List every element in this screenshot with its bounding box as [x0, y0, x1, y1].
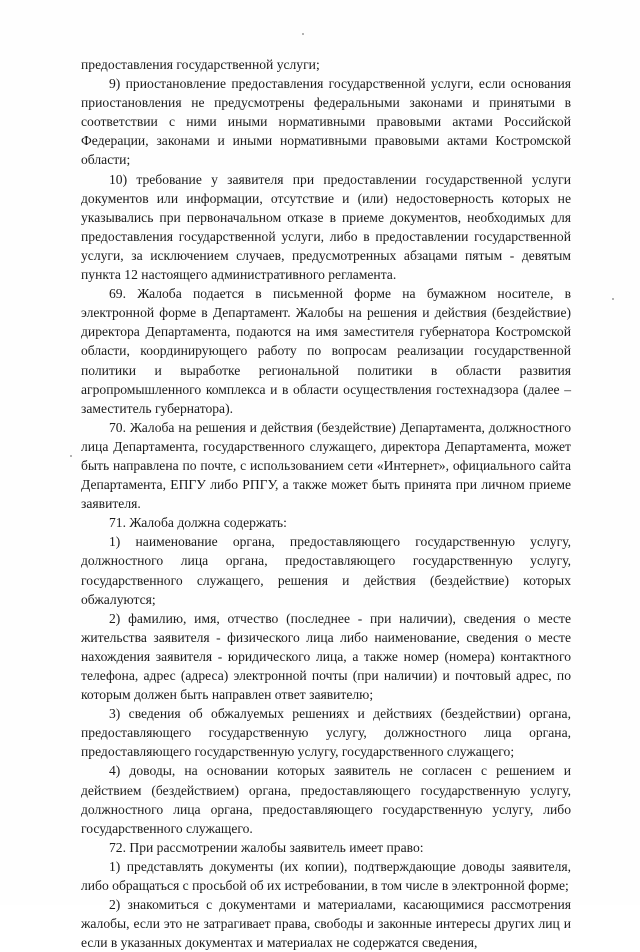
- paragraph: 72. При рассмотрении жалобы заявитель имеет право:: [109, 839, 424, 855]
- paragraph: 10) требование у заявителя при предоставлении государственной услуги документов или информации, отсутствие и (или) недостоверность которых не указывались при первоначальном отказе в приеме документов, необходимых для предоставления государственной услуги, либо в предоставлении государственной услуги, за исключением случаев, предусмотренных абзацами пятым - девятым пункта 12 настоящего административного регламента.: [81, 171, 571, 283]
- paragraph: 1) представлять документы (их копии), подтверждающие доводы заявителя, либо обращаться с просьбой об их истребовании, в том числе в электронной форме;: [81, 858, 571, 894]
- scan-speck: [70, 455, 72, 457]
- paragraph: предоставления государственной услуги;: [81, 57, 320, 72]
- paragraph: 69. Жалоба подается в письменной форме на бумажном носителе, в электронной форме в Департамент. Жалобы на решения и действия (бездействие) директора Департамента, подаются на имя заместителя губернатора Костромской области, координирующего работу по вопросам реализации государственной политики и выработке региональной политики в области развития агропромышленного комплекса и в области осуществления гостехнадзора (далее – заместитель губернатора).: [81, 286, 571, 416]
- paragraph: 3) сведения об обжалуемых решениях и действиях (бездействии) органа, предоставляющего государственную услугу, должностного лица органа, предоставляющего государственную услугу, государственного служащего;: [81, 706, 571, 760]
- paragraph: 70. Жалоба на решения и действия (бездействие) Департамента, должностного лица Департамента, государственного служащего, директора Департамента, может быть направлена по почте, с использованием сети «Интернет», официального сайта Департамента, ЕПГУ либо РПГУ, а также может быть принята при личном приеме заявителя.: [81, 419, 571, 512]
- paragraph: 71. Жалоба должна содержать:: [109, 515, 287, 531]
- paragraph: 2) знакомиться с документами и материалами, касающимися рассмотрения жалобы, если это не затрагивает права, свободы и законные интересы других лиц и если в указанных документах и материалах не содержатся сведения,: [81, 897, 571, 951]
- paragraph: 4) доводы, на основании которых заявитель не согласен с решением и действием (бездействием) органа, предоставляющего государственную услугу, должностного лица органа, предоставляющего государственную услугу, либо государственного служащего.: [81, 763, 571, 836]
- scan-speck: [302, 33, 304, 35]
- scan-speck: [612, 298, 614, 300]
- paragraph: 2) фамилию, имя, отчество (последнее - при наличии), сведения о месте жительства заявителя - физического лица либо наименование, сведения о месте нахождения заявителя - юридического лица, а также номер (номера) контактного телефона, адрес (адреса) электронной почты (при наличии) и почтовый адрес, по которым должен быть направлен ответ заявителю;: [81, 610, 571, 703]
- paragraph: 1) наименование органа, предоставляющего государственную услугу, должностного лица органа, предоставляющего государственную услугу, государственного служащего, решения и действия (бездействие) которых обжалуются;: [81, 534, 571, 607]
- paragraph: 9) приостановление предоставления государственной услуги, если основания приостановления не предусмотрены федеральными законами и принятыми в соответствии с ними иными нормативными правовыми актами Российской Федерации, законами и иными нормативными правовыми актами Костромской области;: [81, 76, 571, 168]
